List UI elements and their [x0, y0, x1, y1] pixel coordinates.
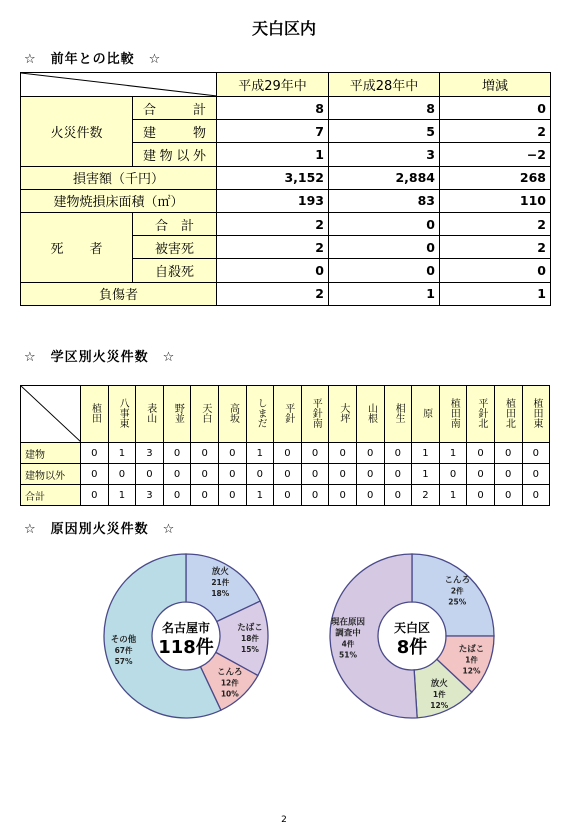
- cell-value: 2: [217, 236, 329, 259]
- district-cell: 0: [274, 485, 302, 506]
- district-cell: 0: [329, 464, 357, 485]
- cell-value: 2: [217, 282, 329, 305]
- district-cell: 0: [494, 464, 522, 485]
- district-cell: 0: [384, 464, 412, 485]
- comparison-corner-cell: [21, 73, 217, 97]
- district-cell: 0: [301, 485, 329, 506]
- row-label: 被害死: [133, 236, 217, 259]
- district-header-label: しまだ: [255, 397, 267, 428]
- group-label-fire-count: 火災件数: [21, 97, 133, 167]
- district-table: [20, 385, 550, 506]
- district-cell: 0: [356, 443, 384, 464]
- col-header-change: 増減: [440, 73, 551, 97]
- cell-value: 1: [440, 282, 551, 305]
- district-cell: 0: [494, 443, 522, 464]
- row-label: 合計: [21, 485, 81, 506]
- district-cell: 0: [246, 464, 274, 485]
- district-cell: 1: [108, 443, 136, 464]
- district-header-label: 植田北: [503, 397, 515, 428]
- district-cell: 0: [329, 443, 357, 464]
- cause-pie-tenpaku: [318, 548, 506, 723]
- district-header-label: 平針北: [475, 397, 487, 428]
- row-label-damage: 損害額（千円）: [21, 166, 217, 189]
- cell-value: 2: [440, 236, 551, 259]
- pie-slice-label: こんろ: [444, 575, 471, 586]
- cell-value: 83: [329, 189, 440, 212]
- row-label: 建物以外: [133, 143, 217, 166]
- district-cell: 0: [356, 464, 384, 485]
- pie-slice-label: 51%: [339, 650, 358, 660]
- district-header-label: 平針南: [310, 397, 322, 428]
- pie-slice-label: 18%: [211, 588, 230, 598]
- cell-value: 8: [217, 97, 329, 120]
- district-cell: 1: [108, 485, 136, 506]
- district-cell: 1: [439, 443, 467, 464]
- cell-value: 5: [329, 120, 440, 143]
- district-cell: 0: [329, 485, 357, 506]
- district-header-label: 山根: [365, 402, 377, 423]
- cell-value: 1: [217, 143, 329, 166]
- cell-value: 3,152: [217, 166, 329, 189]
- pie-slice-label: 調査中: [335, 628, 361, 639]
- cell-value: −2: [440, 143, 551, 166]
- pie-slice-label: 現在原因: [331, 617, 366, 628]
- district-cell: 0: [163, 443, 191, 464]
- cell-value: 2: [217, 212, 329, 235]
- district-cell: 0: [81, 443, 109, 464]
- page-number: 2: [281, 815, 287, 825]
- district-cell: 0: [522, 443, 550, 464]
- row-label-injured: 負傷者: [21, 282, 217, 305]
- cell-value: 0: [329, 259, 440, 282]
- district-header-label: 天白: [199, 402, 211, 423]
- pie-slice-label: 15%: [240, 645, 259, 655]
- cell-value: 0: [329, 212, 440, 235]
- section-title-cause: ☆ 原因別火災件数 ☆: [24, 522, 176, 537]
- district-cell: 0: [301, 464, 329, 485]
- district-header: [274, 386, 302, 443]
- pie-center-title: 名古屋市: [161, 621, 211, 635]
- cell-value: 193: [217, 189, 329, 212]
- cell-value: 0: [217, 259, 329, 282]
- pie-slice-label: たばこ: [458, 644, 485, 655]
- pie-slice-label: たばこ: [237, 623, 263, 634]
- page-title: 天白区内: [251, 19, 316, 38]
- row-label: 合 計: [133, 97, 217, 120]
- district-header-label: 平針: [282, 402, 294, 423]
- district-cell: 0: [274, 464, 302, 485]
- district-cell: 0: [522, 464, 550, 485]
- section-title-comparison: ☆ 前年との比較 ☆: [24, 52, 162, 67]
- district-header: [163, 386, 191, 443]
- district-cell: 0: [191, 443, 219, 464]
- district-header-label: 相生: [393, 402, 405, 423]
- section-title-district: ☆ 学区別火災件数 ☆: [24, 350, 176, 365]
- district-header: [191, 386, 219, 443]
- pie-slice-label: 1件: [432, 689, 446, 699]
- district-cell: 0: [191, 464, 219, 485]
- district-header-label: 八事東: [117, 397, 129, 428]
- district-header-label: 大坪: [337, 402, 349, 423]
- row-label: 建物以外: [21, 464, 81, 485]
- group-label-deaths: 死 者: [21, 212, 133, 282]
- pie-slice-label: 67件: [114, 645, 133, 655]
- pie-slice-label: 12%: [462, 666, 481, 676]
- pie-slice-label: 12件: [220, 678, 239, 688]
- district-cell: 0: [467, 485, 495, 506]
- cell-value: 1: [329, 282, 440, 305]
- district-header: [81, 386, 109, 443]
- district-header: [467, 386, 495, 443]
- district-header: [494, 386, 522, 443]
- district-cell: 0: [108, 464, 136, 485]
- district-cell: 2: [412, 485, 440, 506]
- district-cell: 0: [467, 464, 495, 485]
- pie-slice-label: 25%: [448, 597, 467, 607]
- district-cell: 0: [467, 443, 495, 464]
- row-label: 自殺死: [133, 259, 217, 282]
- district-cell: 0: [522, 485, 550, 506]
- cell-value: 0: [329, 236, 440, 259]
- pie-slice-label: 10%: [220, 689, 239, 699]
- district-cell: 0: [136, 464, 164, 485]
- pie-center-total: 118件: [158, 637, 214, 658]
- cell-value: 110: [440, 189, 551, 212]
- district-cell: 0: [81, 485, 109, 506]
- district-cell: 1: [246, 443, 274, 464]
- district-cell: 0: [301, 443, 329, 464]
- cell-value: 3: [329, 143, 440, 166]
- district-header: [329, 386, 357, 443]
- district-cell: 1: [412, 464, 440, 485]
- district-corner-cell: [21, 386, 81, 443]
- district-cell: 0: [163, 464, 191, 485]
- district-header: [439, 386, 467, 443]
- pie-slice-label: 4件: [341, 639, 355, 649]
- district-header-label: 野並: [172, 402, 184, 423]
- pie-slice-label: 57%: [114, 656, 133, 666]
- district-cell: 1: [246, 485, 274, 506]
- col-header-h29: 平成29年中: [217, 73, 329, 97]
- row-label-floor-area: 建物焼損床面積（㎡）: [21, 189, 217, 212]
- district-cell: 0: [274, 443, 302, 464]
- district-cell: 0: [218, 464, 246, 485]
- district-cell: 0: [191, 485, 219, 506]
- district-header-label: 植田南: [448, 397, 460, 428]
- cause-pie-nagoya: [92, 548, 280, 723]
- cell-value: 0: [440, 259, 551, 282]
- district-header: [356, 386, 384, 443]
- district-cell: 0: [163, 485, 191, 506]
- district-header: [246, 386, 274, 443]
- district-cell: 0: [384, 485, 412, 506]
- district-cell: 3: [136, 443, 164, 464]
- cell-value: 8: [329, 97, 440, 120]
- cell-value: 2,884: [329, 166, 440, 189]
- cell-value: 2: [440, 212, 551, 235]
- district-header-label: 植田: [89, 402, 101, 423]
- pie-slice-label: 18件: [240, 634, 259, 644]
- district-cell: 0: [81, 464, 109, 485]
- cell-value: 0: [440, 97, 551, 120]
- district-header: [218, 386, 246, 443]
- district-header: [522, 386, 550, 443]
- district-header-label: 表山: [144, 402, 156, 423]
- pie-slice-label: 21件: [211, 577, 230, 587]
- district-header: [108, 386, 136, 443]
- district-cell: 1: [412, 443, 440, 464]
- district-cell: 0: [494, 485, 522, 506]
- district-cell: 0: [356, 485, 384, 506]
- district-cell: 0: [218, 443, 246, 464]
- pie-slice-label: 1件: [465, 655, 478, 665]
- row-label: 合 計: [133, 212, 217, 235]
- district-header: [412, 386, 440, 443]
- district-header-label: 高坂: [227, 402, 239, 423]
- district-cell: 0: [384, 443, 412, 464]
- pie-slice-label: 2件: [450, 586, 464, 596]
- pie-slice-label: 放火: [211, 566, 229, 577]
- cell-value: 2: [440, 120, 551, 143]
- pie-slice-label: その他: [110, 634, 137, 645]
- district-header: [136, 386, 164, 443]
- cell-value: 7: [217, 120, 329, 143]
- district-header-label: 植田東: [531, 397, 543, 428]
- district-cell: 1: [439, 485, 467, 506]
- pie-slice-label: 放火: [430, 678, 448, 689]
- district-header-label: 原: [420, 407, 432, 418]
- row-label: 建 物: [133, 120, 217, 143]
- district-cell: 0: [218, 485, 246, 506]
- district-header: [384, 386, 412, 443]
- district-cell: 0: [439, 464, 467, 485]
- row-label: 建物: [21, 443, 81, 464]
- pie-center-total: 8件: [396, 637, 428, 658]
- cell-value: 268: [440, 166, 551, 189]
- pie-center-title: 天白区: [393, 621, 431, 635]
- comparison-table: [20, 72, 551, 306]
- district-cell: 3: [136, 485, 164, 506]
- pie-slice-label: こんろ: [217, 667, 243, 678]
- pie-slice-label: 12%: [430, 700, 449, 710]
- district-header: [301, 386, 329, 443]
- col-header-h28: 平成28年中: [329, 73, 440, 97]
